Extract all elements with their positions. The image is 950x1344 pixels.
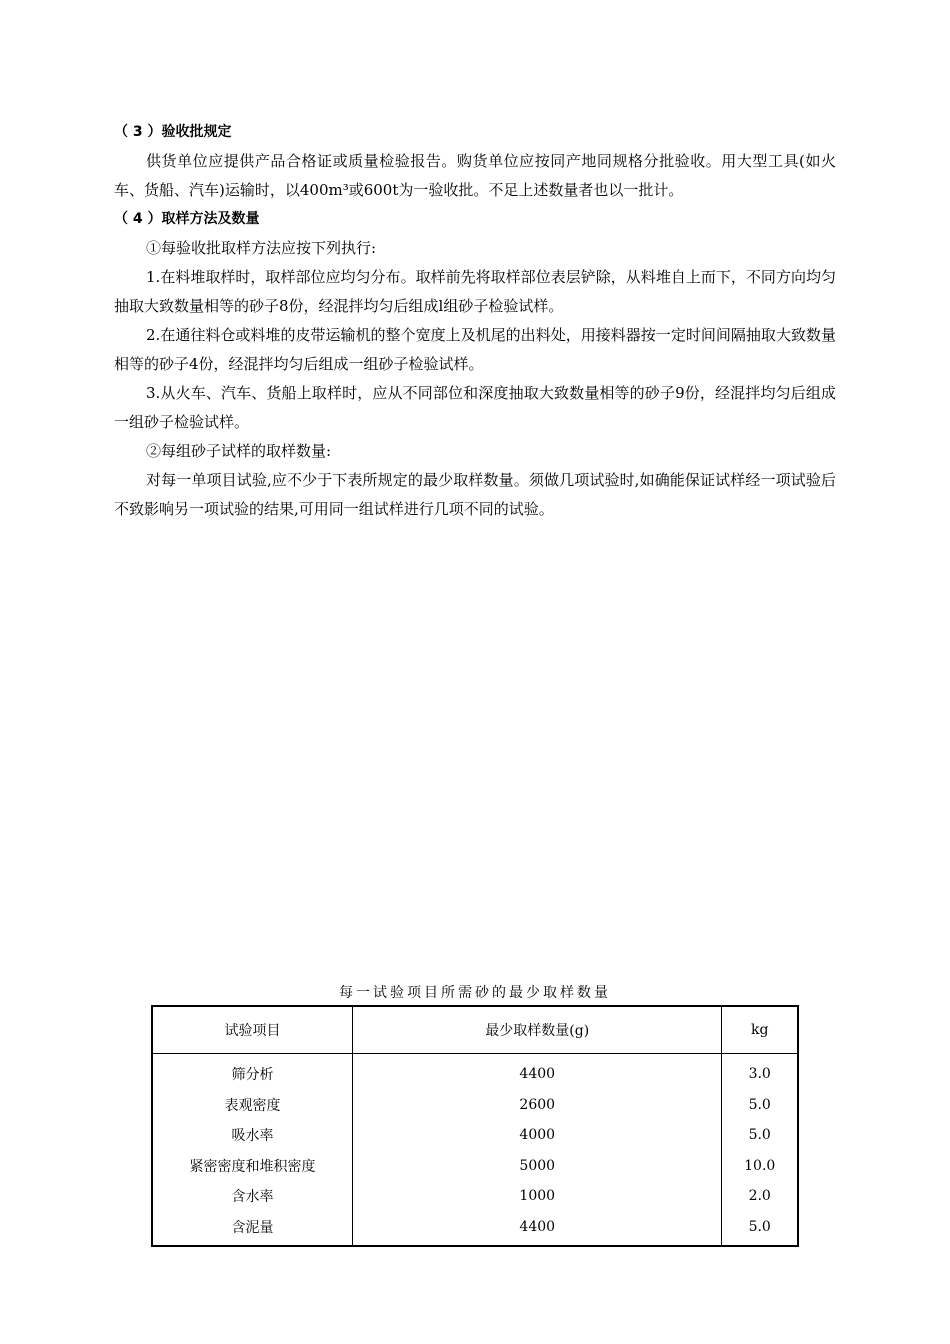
- cell-quantity-g: 4000: [353, 1120, 722, 1151]
- table-row: [152, 1090, 798, 1121]
- cell-quantity-kg: 5.0: [748, 1218, 771, 1235]
- section-3-paragraph: 供货单位应提供产品合格证或质量检验报告。购货单位应按同产地同规格分批验收。用大型工具(如火车、货船、汽车)运输时，以400m³或600t为一验收批。不足上述数量者也以一批计。: [114, 152, 836, 199]
- cell-quantity-g: 1000: [353, 1181, 722, 1212]
- document-body: [114, 118, 836, 524]
- sample-quantity-intro: ②每组砂子试样的取样数量:: [146, 442, 332, 460]
- sample-quantity-paragraph: 对每一单项目试验,应不少于下表所规定的最少取样数量。须做几项试验时,如确能保证试样经一项试验后不致影响另一项试验的结果,可用同一组试样进行几项不同的试验。: [114, 471, 836, 518]
- header-test-item: 试验项目: [152, 1006, 353, 1054]
- cell-quantity-kg: 3.0: [748, 1066, 771, 1083]
- cell-test-item: 紧密密度和堆积密度: [152, 1151, 353, 1182]
- cell-test-item: 含泥量: [152, 1212, 353, 1247]
- cell-quantity-g: 4400: [353, 1212, 722, 1247]
- cell-quantity-kg: 5.0: [748, 1127, 771, 1144]
- sample-quantity-table: [151, 1005, 799, 1247]
- table-row: [152, 1120, 798, 1151]
- cell-test-item: 筛分析: [152, 1054, 353, 1090]
- table-row: [152, 1054, 798, 1090]
- table-row: [152, 1181, 798, 1212]
- cell-quantity-g: 2600: [353, 1090, 722, 1121]
- header-kg: kg: [722, 1006, 798, 1054]
- sampling-method-intro: ①每验收批取样方法应按下列执行:: [146, 239, 377, 257]
- section-3-heading: （ 3 ）验收批规定: [114, 124, 232, 140]
- table-header-row: [152, 1006, 798, 1054]
- cell-quantity-kg: 5.0: [748, 1096, 771, 1113]
- sampling-step-1: 1.在料堆取样时，取样部位应均匀分布。取样前先将取样部位表层铲除，从料堆自上而下，不同方向均匀抽取大致数量相等的砂子8份，经混拌均匀后组成l组砂子检验试样。: [114, 268, 836, 315]
- header-min-quantity-g: 最少取样数量(g): [353, 1006, 722, 1054]
- section-4-heading: （ 4 ）取样方法及数量: [114, 211, 260, 227]
- table-row: [152, 1212, 798, 1247]
- cell-quantity-kg: 2.0: [748, 1188, 771, 1205]
- table-caption: 每一试验项目所需砂的最少取样数量: [339, 985, 611, 1001]
- cell-quantity-kg: 10.0: [744, 1157, 776, 1174]
- sampling-step-2: 2.在通往料仓或料堆的皮带运输机的整个宽度上及机尾的出料处，用接料器按一定时间间隔抽取大致数量相等的砂子4份，经混拌均匀后组成一组砂子检验试样。: [114, 326, 836, 373]
- cell-quantity-g: 5000: [353, 1151, 722, 1182]
- sampling-step-3: 3.从火车、汽车、货船上取样时，应从不同部位和深度抽取大致数量相等的砂子9份，经混拌均匀后组成一组砂子检验试样。: [114, 384, 836, 431]
- cell-quantity-g: 4400: [353, 1054, 722, 1090]
- cell-test-item: 含水率: [152, 1181, 353, 1212]
- cell-test-item: 吸水率: [152, 1120, 353, 1151]
- table-row: [152, 1151, 798, 1182]
- cell-test-item: 表观密度: [152, 1090, 353, 1121]
